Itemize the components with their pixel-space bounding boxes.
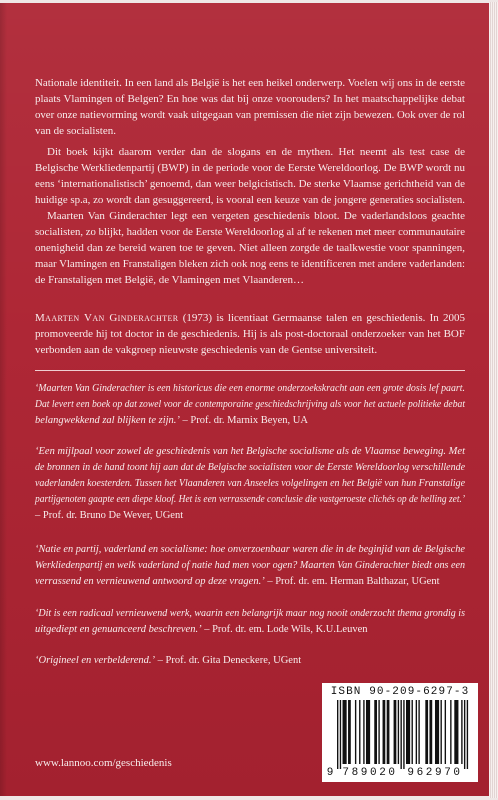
- endorsement-5: [35, 653, 465, 669]
- blurb-paragraph-1: [35, 75, 465, 139]
- barcode-bar: [461, 700, 462, 764]
- back-cover: [0, 3, 489, 796]
- barcode-bar: [387, 700, 390, 764]
- endorsement-attribution: – Prof. dr. Bruno De Wever, UGent: [35, 510, 184, 521]
- endorsement-line: vaderlanden koesterden. Tussen het Vlaanderen van Anseeles volgelingen en het België van hun Franstalige: [35, 478, 465, 489]
- endorsement-text: belangwekkend zal blijken te zijn.’: [35, 415, 180, 426]
- blurb-paragraph-3: [35, 208, 465, 288]
- author-bio: [35, 310, 465, 358]
- barcode-bar: [445, 700, 446, 764]
- barcode-guard-bar: [467, 700, 468, 769]
- section-divider: [35, 370, 465, 371]
- barcode-bar: [394, 700, 397, 764]
- barcode-bar: [378, 700, 379, 764]
- endorsement-1: [35, 381, 465, 429]
- endorsement-line: [35, 622, 465, 638]
- endorsement-line: [35, 653, 465, 669]
- barcode-bar: [416, 700, 417, 764]
- endorsement-text: ‘Origineel en verbelderend.’: [35, 655, 156, 666]
- barcode-bar: [343, 700, 347, 764]
- endorsement-2: [35, 444, 465, 524]
- barcode-bar: [359, 700, 360, 764]
- isbn-barcode: [322, 683, 478, 782]
- endorsement-text: uitgediept en genuanceerd beschreven.’: [35, 624, 202, 635]
- endorsement-attribution: – Prof. dr. em. Herman Balthazar, UGent: [267, 576, 440, 587]
- spine-shadow: [0, 3, 7, 796]
- author-bio-text: (1973) is licentiaat Germaanse talen en geschiedenis. In 2005: [182, 312, 466, 324]
- blurb-line: onenigheid dan ze bereid waren toe te geven. Niet alleen zorgde de taalkwestie voor spanningen,: [35, 242, 465, 254]
- barcode-bar: [398, 700, 399, 764]
- endorsement-line: de bronnen in de hand toont hij aan dat de Belgische socialisten voor de Eerste Wereldoorlog verschillende: [35, 462, 465, 473]
- barcode-guard-bar: [400, 700, 401, 769]
- barcode-guard-bar: [337, 700, 338, 769]
- endorsement-line: Dat levert een boek op dat zowel voor de contemporaine geschiedschrijving als voor het actuele politieke debat: [35, 399, 465, 410]
- barcode-bar: [374, 700, 377, 764]
- endorsement-line: [35, 413, 465, 429]
- barcode-bar: [366, 700, 370, 764]
- barcode-bar: [406, 700, 410, 764]
- page-edge: [489, 2, 498, 798]
- endorsement-line: ‘Maarten Van Ginderachter is een historicus die een enorme onderzoekskracht aan een grote dosis lef paart.: [35, 383, 465, 394]
- blurb-line: maar Vlamingen en Franstaligen bleken zich ook nog eens te identificeren met andere vaderlanden:: [35, 258, 465, 270]
- barcode-bar: [454, 700, 458, 764]
- blurb-line: Dit boek kijkt daarom verder dan de slogans en de mythen. Het neemt als test case de: [47, 146, 465, 158]
- blurb-line: plaats Vlamingen of Belgen? En hoe was dat bij onze voorouders? In het maatschappelijke debat: [35, 93, 465, 105]
- barcode-bar: [429, 700, 432, 764]
- barcode-bar: [383, 700, 386, 764]
- barcode-digits-left: 789020: [342, 767, 398, 779]
- barcode-guard-bar: [340, 700, 341, 769]
- blurb-line: Belgische Werkliedenpartij (BWP) in de periode voor de Eerste Wereldoorlog. De BWP wordt nu: [35, 162, 465, 174]
- barcode-bar: [412, 700, 413, 764]
- endorsement-line: ‘Dit is een radicaal vernieuwend werk, waarin een belangrijk maar nog nooit onderzocht thema grondig is: [35, 608, 465, 619]
- publisher-url: www.lannoo.com/geschiedenis: [35, 757, 172, 769]
- barcode-bar: [363, 700, 364, 764]
- endorsement-attribution: – Prof. dr. em. Lode Wils, K.U.Leuven: [204, 624, 368, 635]
- barcode-digits-right: 962970: [407, 767, 463, 779]
- author-bio-line: [35, 310, 465, 326]
- endorsement-line: ‘Natie en partij, vaderland en socialisme: hoe onverzoenbaar waren die in de beginjid van de Belgische: [35, 544, 465, 555]
- endorsement-line: Werkliedenpartij en welk vaderland of natie had men voor ogen? Maarten Van Ginderachter biedt ons een: [35, 560, 465, 571]
- blurb-paragraph-2: [35, 144, 465, 208]
- blurb-line: de Franstaligen met België, de Vlamingen met Vlaanderen…: [35, 274, 305, 286]
- endorsement-3: [35, 542, 465, 590]
- endorsement-text: verrassend en vernieuwend antwoord op deze vragen.’: [35, 576, 265, 587]
- barcode-bar: [348, 700, 351, 764]
- endorsement-attribution: – Prof. dr. Marnix Beyen, UA: [182, 415, 308, 426]
- barcode-bar: [450, 700, 451, 764]
- barcode-bar: [355, 700, 356, 764]
- blurb-line: Maarten Van Ginderachter legt een vergeten geschiedenis bloot. De vaderlandsloos geachte: [47, 210, 465, 222]
- barcode-bar: [435, 700, 439, 764]
- endorsement-4: [35, 606, 465, 638]
- barcode-digit-first: 9: [326, 767, 334, 779]
- barcode-bar: [418, 700, 419, 764]
- endorsement-line: [35, 574, 465, 590]
- endorsement-line: ‘Een mijlpaal voor zowel de geschiedenis van het Belgische socialisme als de Vlaamse beweging. Met: [35, 446, 465, 457]
- blurb-line: van de socialisten.: [35, 125, 116, 137]
- blurb-line: huidige sp.a, zo wordt dan gesuggereerd, is vooral een keuze van de jongere generaties socialisten.: [35, 194, 465, 206]
- blurb-line: eens ‘internationalistisch’ genoemd, dan weer belgicistisch. De sterke Vlaamse gerichtheid van de: [35, 178, 465, 190]
- blurb-line: over onze natievorming wordt vaak uitgegaan van premissen die niet zijn bewezen. Ook over de rol: [35, 109, 465, 121]
- author-name: Maarten Van Ginderachter: [35, 312, 179, 324]
- endorsement-line: partijgenoten gaapte een diepe kloof. Het is een verrassende conclusie die vastgeroeste clichés op de helling zet.’: [35, 494, 465, 505]
- barcode-guard-bar: [403, 700, 404, 769]
- author-bio-line: verbonden aan de vakgroep nieuwste geschiedenis van de Gentse universiteit.: [35, 344, 378, 356]
- blurb-line: Nationale identiteit. In een land als België is het een heikel onderwerp. Voelen wij ons in de eerste: [35, 77, 465, 89]
- barcode-bar: [425, 700, 428, 764]
- endorsement-attribution: – Prof. dr. Gita Deneckere, UGent: [157, 655, 302, 666]
- isbn-number: ISBN 90-209-6297-3: [330, 686, 470, 698]
- barcode-guard-bar: [464, 700, 465, 769]
- barcode-bar: [441, 700, 442, 764]
- author-bio-line: promoveerde hij tot doctor in de geschiedenis. Hij is als post-doctoraal onderzoeker van het BOF: [35, 328, 465, 340]
- barcode-bars: [322, 700, 478, 770]
- blurb-line: socialisten, zo blijkt, hadden voor de Eerste Wereldoorlog al af te rekenen met meer communautaire: [35, 226, 465, 238]
